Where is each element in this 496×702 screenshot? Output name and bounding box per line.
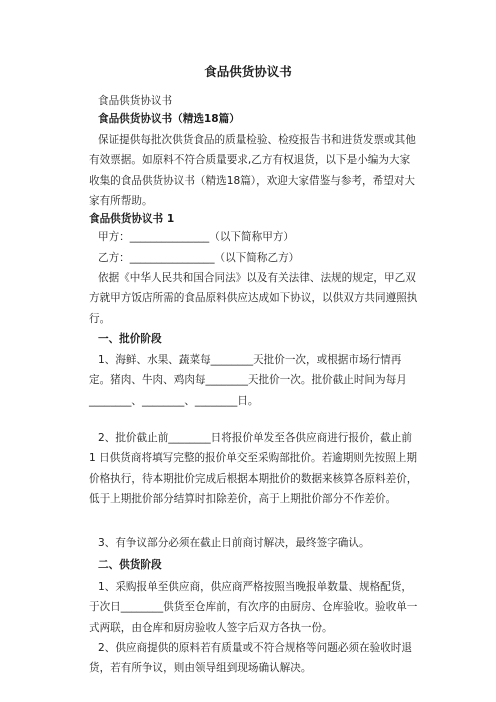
subtitle: 食品供货协议书: [98, 95, 173, 107]
part1-item1: 1、海鲜、水果、蔬菜每________天批价一次，或根据市场行情再定。猪肉、牛肉、鸡肉每________天批价一次。批价截止时间为每月________、________、________日。: [89, 354, 407, 407]
part2-item2: 2、供应商提供的原料若有质量或不符合规格等问题必须在验收时退货，若有所争议，则由领导组到现场确认解决。: [89, 642, 412, 675]
part1-item3: 3、有争议部分必须在截止日前商讨解决，最终签字确认。: [98, 537, 370, 549]
heading-selected: 食品供货协议书（精选18篇）: [98, 113, 240, 125]
party-b-line: 乙方：________________（以下简称乙方）: [98, 252, 300, 264]
party-a-line: 甲方：_______________（以下简称甲方）: [98, 231, 294, 243]
part2-heading: 二、供货阶段: [98, 559, 162, 571]
part2-item1: 1、采购报单至供应商，供应商严格按照当晚报单数量、规格配货，于次日________供货至仓库前，有次序的由厨房、仓库验收。验收单一式两联，由仓库和厨房验收人签字后双方各执一份。: [89, 581, 418, 634]
document-title: 食品供货协议书: [204, 64, 292, 79]
intro-paragraph: 保证提供每批次供货食品的质量检验、检疫报告书和进货发票或其他有效票据。如原料不符合质量要求,乙方有权退货，以下是小编为大家收集的食品供货协议书（精选18篇），欢迎大家借鉴与参考，希望对大家有所帮助。: [89, 134, 416, 208]
section1-title: 食品供货协议书 1: [89, 213, 175, 225]
preamble-paragraph: 依据《中华人民共和国合同法》以及有关法律、法规的规定，甲乙双方就甲方饭店所需的食品原料供应达成如下协议，以供双方共同遵照执行。: [89, 272, 418, 325]
part1-heading: 一、批价阶段: [98, 333, 162, 345]
part1-item2: 2、批价截止前________日将报价单发至各供应商进行报价，截止前 1 日供货商将填写完整的报价单交至采购部批价。若逾期则先按照上期价格执行，待本期批价完成后根据本期批价的数据来核算各原料差价，低于上期批价部分结算时扣除差价，高于上期批价部分不作差价。: [89, 432, 418, 506]
